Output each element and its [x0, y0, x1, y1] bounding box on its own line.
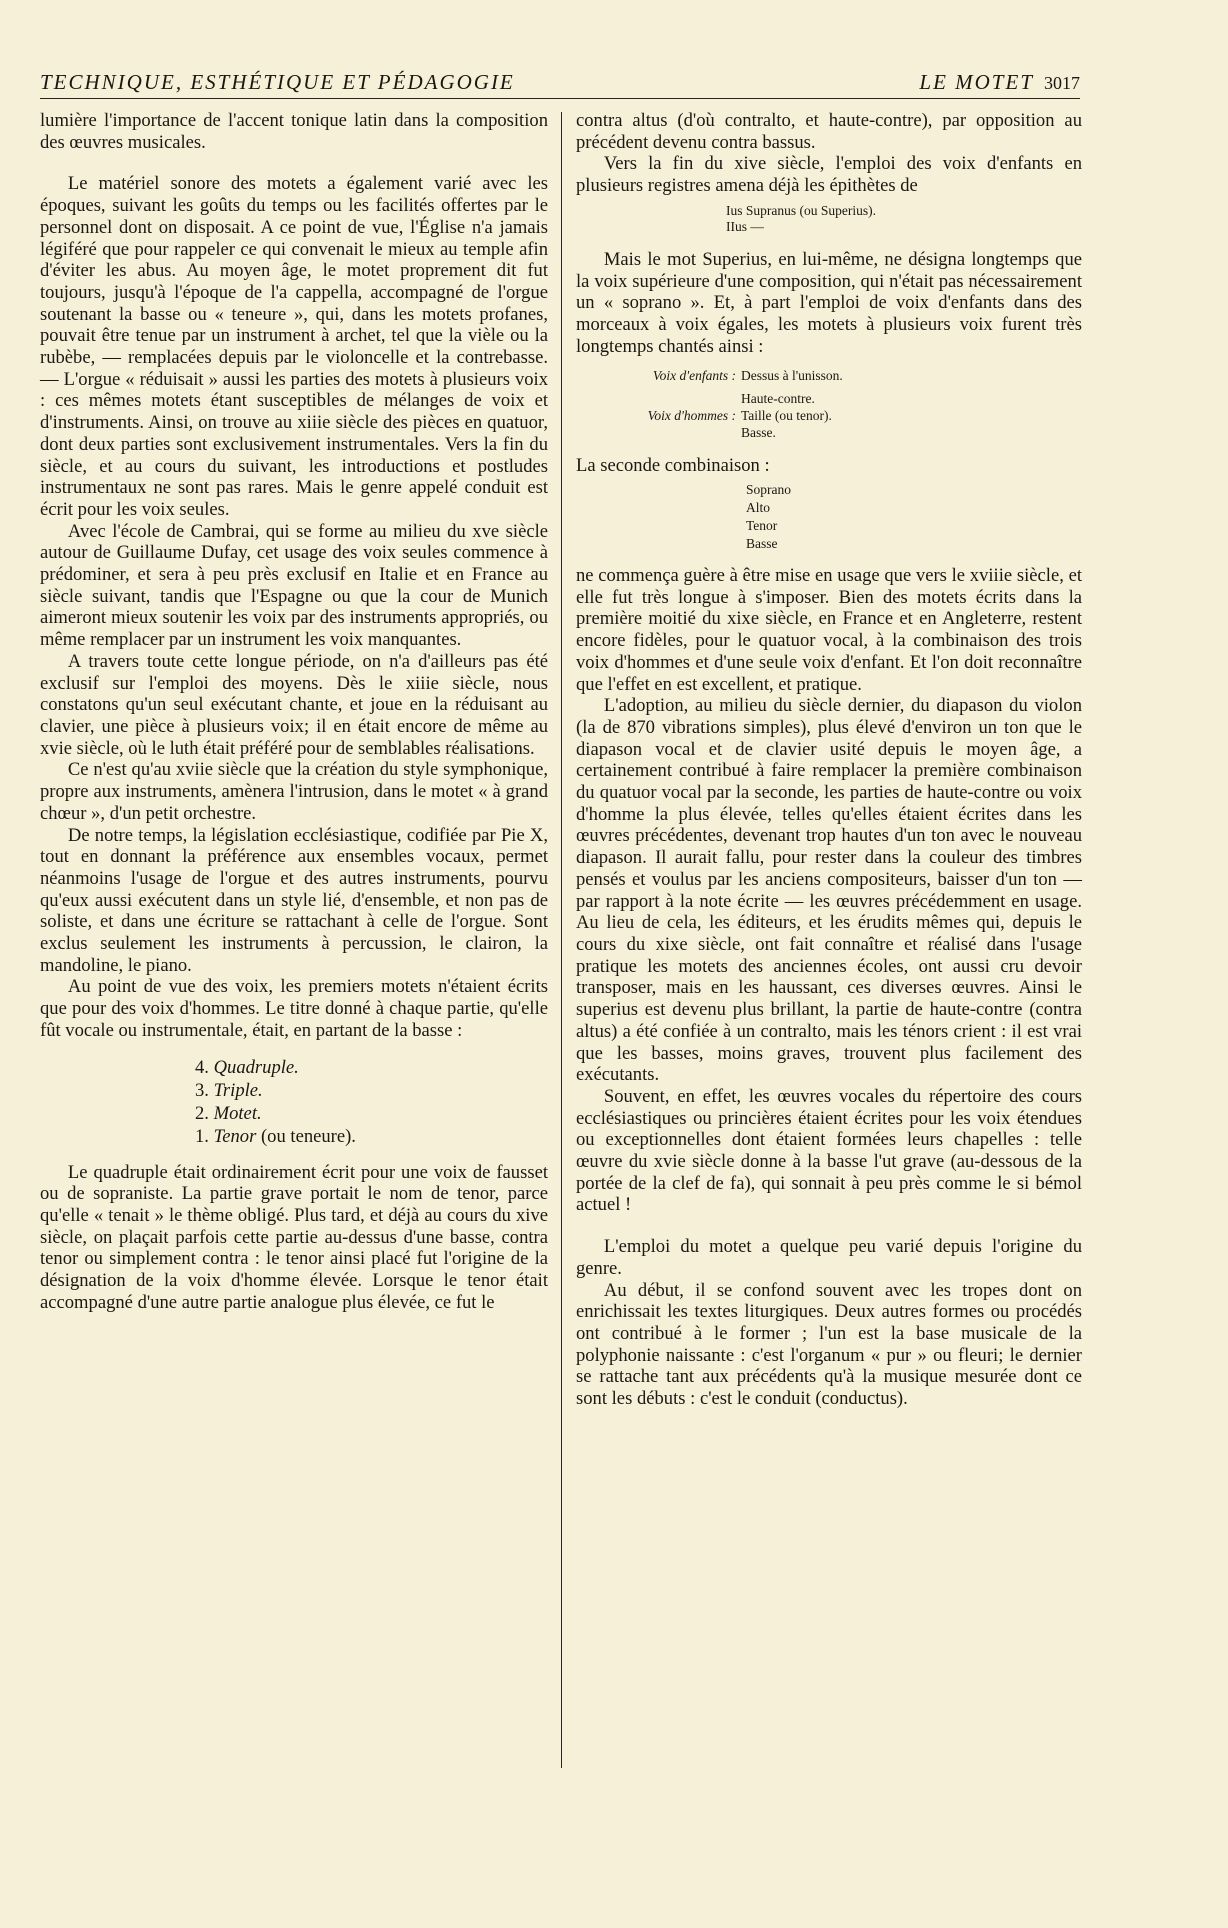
list-item: Haute-contre. — [741, 391, 815, 407]
list-item: Taille (ou tenor). — [741, 408, 832, 424]
paragraph: A travers toute cette longue période, on n'a d'ailleurs pas été exclusif sur l'emploi des moyens. Dès le xiiie siècle, nous constatons qu'un seul exécutant chante, et joue en la réduisant au clavier, une pièce à plusieurs voix; il en était encore de même au xvie siècle, où le luth était préféré pour de semblables réalisations. — [40, 650, 548, 759]
header-title: LE MOTET — [919, 70, 1034, 94]
header-right — [919, 70, 1080, 95]
second-combination-list — [746, 481, 1082, 553]
left-column — [40, 110, 548, 1313]
paragraph: Au début, il se confond souvent avec les tropes dont on enrichissait les textes liturgiques. Deux autres formes ou procédés ont contribué à le former ; l'un est la base musicale de la polyphonie naissante : c'est l'organum « pur » ou fleuri; le dernier se rattache tant aux précédents qu'à la musique mesurée dont ce sont les débuts : c'est le conduit (conductus). — [576, 1279, 1082, 1410]
column-divider — [561, 112, 562, 1768]
paragraph: De notre temps, la législation ecclésiastique, codifiée par Pie X, tout en donnant la préférence aux ensembles vocaux, permet néanmoins l'usage de l'orgue et des autres instruments, pourvu qu'eux aussi exécutent dans un style lié, d'ensemble, et non pas de soliste, et dans une écriture se rattachant à celle de l'orgue. Sont exclus seulement les instruments à percussion, le clairon, la mandoline, le piano. — [40, 824, 548, 976]
header-left: TECHNIQUE, ESTHÉTIQUE ET PÉDAGOGIE — [40, 70, 515, 94]
paragraph: ne commença guère à être mise en usage que vers le xviiie siècle, et elle fut très longue à s'imposer. Bien des motets écrits dans la première moitié du xixe siècle, en France et en Angleterre, restent encore fidèles, pour le quatuor vocal, à la combinaison des trois voix d'hommes et d'une seule voix d'enfant. Et l'on doit reconnaître que l'effet en est excellent, et pratique. — [576, 565, 1082, 695]
combo-label: Voix d'hommes : — [647, 408, 736, 424]
list-item: Basse. — [741, 425, 776, 441]
paragraph: L'adoption, au milieu du siècle dernier, du diapason du violon (la de 870 vibrations simples), plus élevé d'environ un ton que le diapason vocal et de clavier usité depuis le moyen âge, a certainement contribué à faire remplacer la première combinaison du quatuor vocal par la seconde, les parties de haute-contre ou voix d'homme la plus élevée, telles qu'elles étaient écrites dans les œuvres précédentes, devenant trop hautes d'un ton avec le nouveau diapason. Il aurait fallu, pour rester dans la couleur des timbres pensés et voulus par les anciens compositeurs, baisser d'un ton — par rapport à la note écrite — les œuvres précédemment en usage. Au lieu de cela, les éditeurs, et les érudits mêmes qui, depuis le cours du xixe siècle, ont fait connaître et réalisé dans l'usage pratique les motets des anciennes écoles, ont aussi cru devoir transposer, mais en les haussant, ces diverses œuvres. Ainsi le superius est devenu plus brillant, la partie de haute-contre (contra altus) a été confiée à un contralto, mais les ténors crient : il est vrai que les basses, moins graves, trouvent plus facilement des exécutants. — [576, 695, 1082, 1086]
running-header — [40, 68, 1080, 99]
voice-name: Quadruple. — [213, 1056, 299, 1078]
page-number: 3017 — [1044, 73, 1080, 93]
paragraph: Mais le mot Superius, en lui-même, ne désigna longtemps que la voix supérieure d'une composition, qui n'était pas nécessairement un « soprano ». Et, à part l'emploi de voix d'enfants dans des morceaux à voix égales, les motets à plusieurs voix furent très longtemps chantés ainsi : — [576, 248, 1082, 357]
voice-extra: (ou teneure). — [256, 1125, 356, 1147]
voice-name: Motet. — [213, 1102, 262, 1124]
paragraph: Souvent, en effet, les œuvres vocales du répertoire des cours ecclésiastiques ou princières étaient écrites pour les voix étendues ou exceptionnelles dont étaient formées leurs chapelles : telle œuvre du xvie siècle donne à la basse l'ut grave (au-dessous de la portée de la clef de fa), qui sonnait à peu près comme le si bémol actuel ! — [576, 1085, 1082, 1216]
paragraph: L'emploi du motet a quelque peu varié depuis l'origine du genre. — [576, 1236, 1082, 1279]
right-column — [576, 110, 1082, 1410]
list-item: Basse — [746, 536, 778, 552]
paragraph: Au point de vue des voix, les premiers motets n'étaient écrits que pour des voix d'hommes. Le titre donné à chaque partie, qu'elle fût vocale ou instrumentale, était, en partant de la basse : — [40, 976, 548, 1041]
list-item: IIus — — [726, 218, 764, 234]
voice-number: 1. — [195, 1125, 209, 1147]
paragraph: Le matériel sonore des motets a également varié avec les époques, suivant les goûts du temps ou les facilités offertes par le personnel dont on disposait. A ce point de vue, l'Église n'a jamais légiféré que pour rappeler ce qui convenait le mieux au temple afin d'éviter les abus. Au moyen âge, le motet proprement dit fut toujours, jusqu'à l'époque de l'a cappella, accompagné de l'orgue soutenant la basse ou « teneure », qui, dans les motets profanes, pouvait être tenue par un instrument à archet, tel que la vièle ou la rubèbe, — remplacées depuis par le violoncelle et la contrebasse. — L'orgue « réduisait » aussi les parties des motets à plusieurs voix : ces mêmes motets étant susceptibles de mélanges de voix et d'instruments. Ainsi, on trouve au xiiie siècle des pièces en quatuor, dont deux parties sont exclusivement instrumentales. Vers la fin du siècle, et au cours du suivant, les introductions et postludes instrumentaux ne sont pas rares. Mais le genre appelé conduit est écrit pour les voix seules. — [40, 173, 548, 520]
voice-list — [195, 1056, 548, 1148]
combo-label: Voix d'enfants : — [652, 368, 736, 384]
voice-name: Triple. — [213, 1079, 263, 1101]
list-item — [195, 1125, 548, 1148]
combo-values — [741, 390, 832, 441]
combo-value: Dessus à l'unisson. — [741, 368, 843, 384]
voice-number: 3. — [195, 1079, 209, 1101]
list-item — [195, 1056, 548, 1079]
list-item: Alto — [746, 500, 771, 516]
voice-name: Tenor — [213, 1125, 257, 1147]
list-item — [195, 1079, 548, 1102]
voice-number: 4. — [195, 1056, 209, 1078]
voice-number: 2. — [195, 1102, 209, 1124]
paragraph: La seconde combinaison : — [576, 455, 770, 477]
list-item — [195, 1102, 548, 1125]
paragraph: Le quadruple était ordinairement écrit pour une voix de fausset ou de sopraniste. La partie grave portait le nom de tenor, parce qu'elle « tenait » le thème obligé. Plus tard, et déjà au cours du xive siècle, on plaçait parfois cette partie au-dessus d'une basse, contra tenor ou simplement contra : le tenor ainsi placé fut l'origine de la désignation de la voix d'homme élevée. Lorsque le tenor était accompagné d'une autre partie analogue plus élevée, ce fut le — [40, 1161, 548, 1313]
combination-children — [626, 367, 1082, 384]
paragraph: lumière l'importance de l'accent tonique latin dans la composition des œuvres musicales. — [40, 110, 548, 153]
superius-list — [726, 203, 1082, 235]
list-item: Ius Supranus (ou Superius). — [726, 202, 876, 218]
combination-men — [626, 390, 1082, 441]
paragraph: contra altus (d'où contralto, et haute-contre), par opposition au précédent devenu contra bassus. — [576, 110, 1082, 153]
paragraph: Avec l'école de Cambrai, qui se forme au milieu du xve siècle autour de Guillaume Dufay, cet usage des voix seules commence à prédominer, et sera à peu près exclusif en Italie et en France au siècle suivant, tandis que l'Espagne ou que la cour de Munich aimeront mieux soutenir les voix par des instruments appropriés, ou même remplacer par un instrument les voix manquantes. — [40, 520, 548, 651]
list-item: Soprano — [746, 482, 791, 498]
paragraph: Vers la fin du xive siècle, l'emploi des voix d'enfants en plusieurs registres amena déjà les épithètes de — [576, 153, 1082, 197]
list-item: Tenor — [746, 518, 778, 534]
paragraph: Ce n'est qu'au xviie siècle que la création du style symphonique, propre aux instruments, amènera l'intrusion, dans le motet « à grand chœur », d'un petit orchestre. — [40, 759, 548, 824]
